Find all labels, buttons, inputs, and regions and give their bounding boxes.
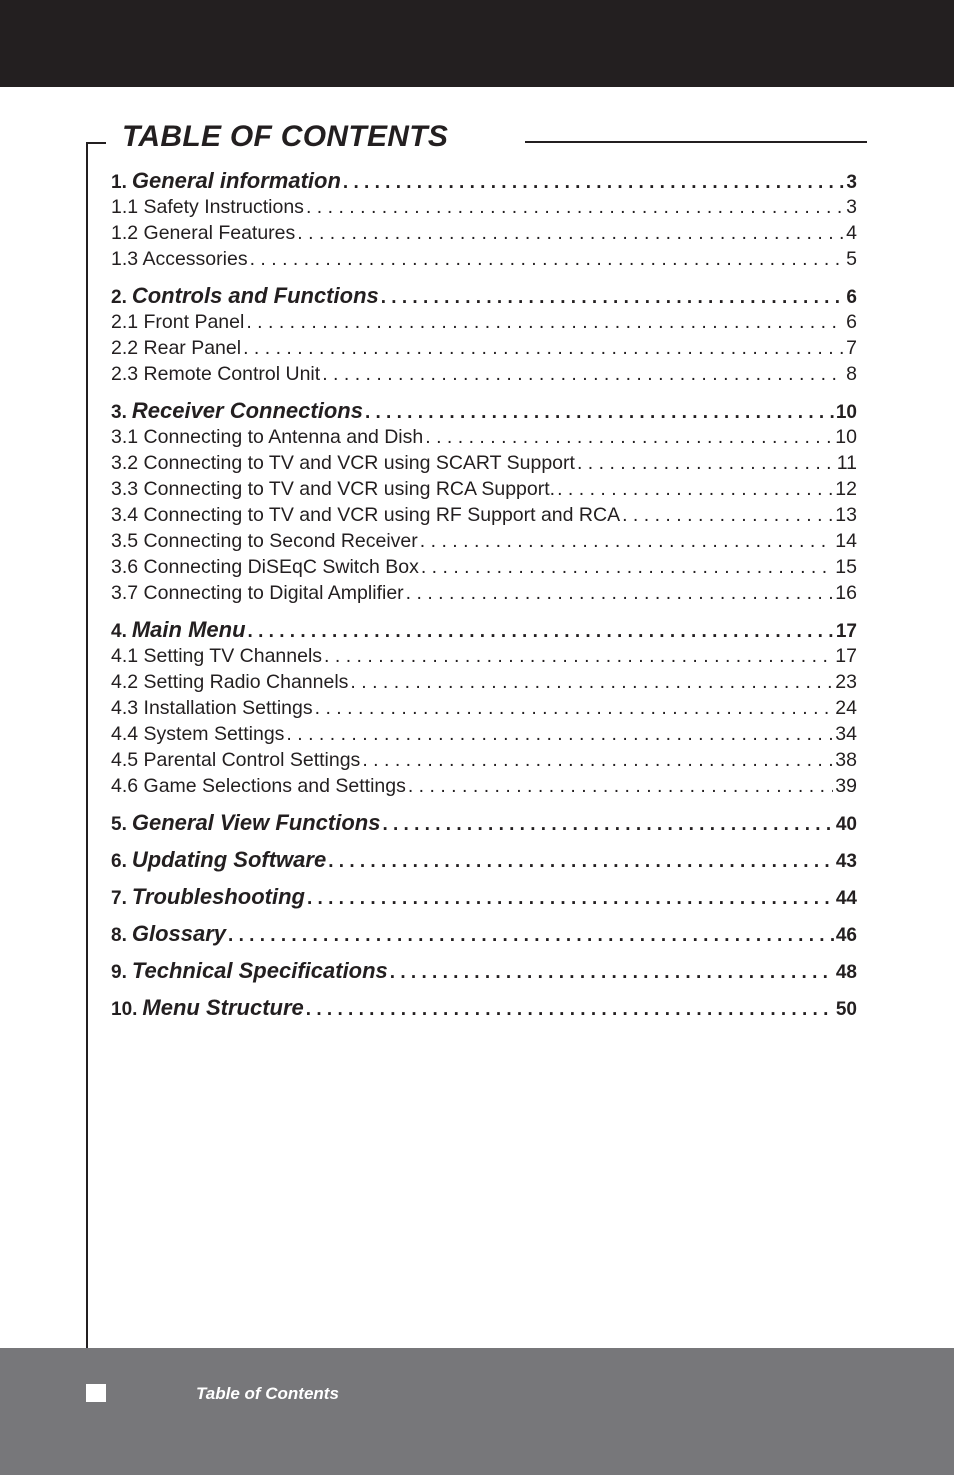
toc-entry-row	[111, 721, 857, 747]
dot-leader	[307, 885, 834, 912]
toc-entry-row	[111, 361, 857, 387]
page-number: 14	[835, 530, 857, 552]
left-rule	[86, 142, 88, 1349]
toc-section	[111, 883, 857, 910]
entry-label: 1.2 General Features	[111, 222, 296, 244]
chapter-title: Menu Structure	[142, 995, 304, 1020]
toc-chapter-row	[111, 846, 857, 873]
chapter-number: 5.	[111, 814, 127, 835]
page-number: 34	[835, 723, 857, 745]
footer-label: Table of Contents	[196, 1384, 339, 1403]
page-marker	[86, 1384, 106, 1402]
title-rule	[525, 141, 867, 143]
dot-leader	[381, 284, 845, 311]
toc-entry-row	[111, 424, 857, 450]
page-number: 23	[835, 671, 857, 693]
page-number: 40	[835, 814, 857, 835]
toc-entry-row	[111, 580, 857, 606]
dot-leader	[306, 194, 844, 220]
entry-label: 2.3 Remote Control Unit	[111, 363, 321, 385]
chapter-number: 9.	[111, 962, 127, 983]
page-title: TABLE OF CONTENTS	[122, 120, 449, 153]
dot-leader	[328, 848, 834, 875]
page-number: 24	[835, 697, 857, 719]
chapter-label	[111, 920, 226, 949]
chapter-number: 7.	[111, 888, 127, 909]
chapter-title: Updating Software	[131, 847, 327, 872]
toc-chapter-row	[111, 957, 857, 984]
chapter-label	[111, 957, 388, 986]
toc-section	[111, 994, 857, 1021]
page-number: 8	[846, 363, 857, 385]
dot-leader	[246, 309, 844, 335]
toc-section	[111, 397, 857, 606]
chapter-label	[111, 809, 380, 838]
chapter-title: General information	[131, 168, 341, 193]
toc-entry-row	[111, 643, 857, 669]
page-number: 7	[846, 337, 857, 359]
page-number: 10	[835, 402, 857, 423]
toc-chapter-row	[111, 994, 857, 1021]
page-number: 3	[846, 196, 857, 218]
toc-chapter-row	[111, 920, 857, 947]
page-number: 46	[835, 925, 857, 946]
entry-label: 4.4 System Settings	[111, 723, 285, 745]
chapter-label	[111, 282, 379, 311]
chapter-label	[111, 883, 305, 912]
entry-label: 4.2 Setting Radio Channels	[111, 671, 349, 693]
dot-leader	[250, 246, 845, 272]
entry-label: 3.6 Connecting DiSEqC Switch Box	[111, 556, 419, 578]
chapter-title: Controls and Functions	[131, 283, 379, 308]
toc-section	[111, 616, 857, 799]
dot-leader	[306, 996, 834, 1023]
dot-leader	[324, 643, 833, 669]
dot-leader	[248, 618, 834, 645]
toc-entry-row	[111, 476, 857, 502]
dot-leader	[577, 450, 835, 476]
chapter-label	[111, 994, 304, 1023]
page-number: 6	[846, 311, 857, 333]
dot-leader	[425, 424, 833, 450]
chapter-number: 4.	[111, 621, 127, 642]
page-number: 12	[835, 478, 857, 500]
dot-leader	[408, 773, 833, 799]
toc-entry-row	[111, 747, 857, 773]
chapter-title: Technical Specifications	[131, 958, 388, 983]
entry-label: 3.4 Connecting to TV and VCR using RF Support and RCA	[111, 504, 621, 526]
chapter-number: 8.	[111, 925, 127, 946]
entry-label: 1.1 Safety Instructions	[111, 196, 304, 218]
page-number: 17	[835, 645, 857, 667]
dot-leader	[350, 669, 833, 695]
page-number: 4	[846, 222, 857, 244]
toc-chapter-row	[111, 883, 857, 910]
entry-label: 3.1 Connecting to Antenna and Dish	[111, 426, 424, 448]
dot-leader	[420, 528, 834, 554]
page-number: 39	[835, 775, 857, 797]
page-number: 11	[836, 452, 857, 474]
dot-leader	[322, 361, 844, 387]
toc-entry-row	[111, 246, 857, 272]
dot-leader	[557, 476, 833, 502]
chapter-number: 2.	[111, 287, 127, 308]
chapter-title: Glossary	[131, 921, 227, 946]
chapter-label	[111, 397, 363, 426]
toc-entry-row	[111, 335, 857, 361]
entry-label: 4.5 Parental Control Settings	[111, 749, 361, 771]
entry-label: 2.2 Rear Panel	[111, 337, 242, 359]
dot-leader	[406, 580, 834, 606]
page-number: 16	[835, 582, 857, 604]
chapter-label	[111, 846, 326, 875]
toc-section	[111, 809, 857, 836]
toc-chapter-row	[111, 282, 857, 309]
page-number: 15	[835, 556, 857, 578]
entry-label: 4.6 Game Selections and Settings	[111, 775, 406, 797]
page-number: 3	[846, 172, 857, 193]
chapter-label	[111, 616, 246, 645]
dot-leader	[343, 169, 845, 196]
page-number: 10	[835, 426, 857, 448]
toc-chapter-row	[111, 616, 857, 643]
top-bar	[0, 0, 954, 87]
dot-leader	[315, 695, 834, 721]
page-number: 17	[835, 621, 857, 642]
page-number: 5	[846, 248, 857, 270]
dot-leader	[365, 399, 834, 426]
entry-label: 3.3 Connecting to TV and VCR using RCA Support.	[111, 478, 556, 500]
chapter-title: General View Functions	[131, 810, 381, 835]
chapter-number: 1.	[111, 172, 127, 193]
page-number: 43	[835, 851, 857, 872]
chapter-number: 6.	[111, 851, 127, 872]
page-number: 44	[835, 888, 857, 909]
toc-section	[111, 167, 857, 272]
toc-chapter-row	[111, 167, 857, 194]
dot-leader	[390, 959, 834, 986]
dot-leader	[286, 721, 833, 747]
entry-label: 1.3 Accessories	[111, 248, 248, 270]
toc-entry-row	[111, 502, 857, 528]
toc-section	[111, 920, 857, 947]
toc-chapter-row	[111, 397, 857, 424]
chapter-label	[111, 167, 341, 196]
toc-section	[111, 846, 857, 873]
toc-entry-row	[111, 194, 857, 220]
page-number: 38	[835, 749, 857, 771]
page-number: 50	[835, 999, 857, 1020]
toc-entry-row	[111, 220, 857, 246]
entry-label: 2.1 Front Panel	[111, 311, 245, 333]
dot-leader	[297, 220, 844, 246]
toc-section	[111, 957, 857, 984]
dot-leader	[362, 747, 833, 773]
toc-entry-row	[111, 309, 857, 335]
toc-entry-row	[111, 450, 857, 476]
toc-section	[111, 282, 857, 387]
chapter-number: 10.	[111, 999, 138, 1020]
page-number: 6	[846, 287, 857, 308]
chapter-title: Receiver Connections	[131, 398, 363, 423]
toc-entry-row	[111, 554, 857, 580]
entry-label: 4.1 Setting TV Channels	[111, 645, 323, 667]
page-number: 13	[835, 504, 857, 526]
chapter-number: 3.	[111, 402, 127, 423]
table-of-contents	[111, 167, 857, 1031]
dot-leader	[622, 502, 833, 528]
toc-entry-row	[111, 773, 857, 799]
entry-label: 3.7 Connecting to Digital Amplifier	[111, 582, 404, 604]
dot-leader	[421, 554, 833, 580]
corner-rule	[86, 142, 106, 144]
toc-entry-row	[111, 695, 857, 721]
toc-entry-row	[111, 528, 857, 554]
chapter-title: Main Menu	[131, 617, 246, 642]
dot-leader	[382, 811, 833, 838]
footer-bar	[0, 1348, 954, 1475]
entry-label: 4.3 Installation Settings	[111, 697, 313, 719]
chapter-title: Troubleshooting	[131, 884, 305, 909]
dot-leader	[243, 335, 844, 361]
entry-label: 3.5 Connecting to Second Receiver	[111, 530, 418, 552]
toc-chapter-row	[111, 809, 857, 836]
entry-label: 3.2 Connecting to TV and VCR using SCART Support	[111, 452, 575, 474]
toc-entry-row	[111, 669, 857, 695]
dot-leader	[228, 922, 834, 949]
page-number: 48	[835, 962, 857, 983]
